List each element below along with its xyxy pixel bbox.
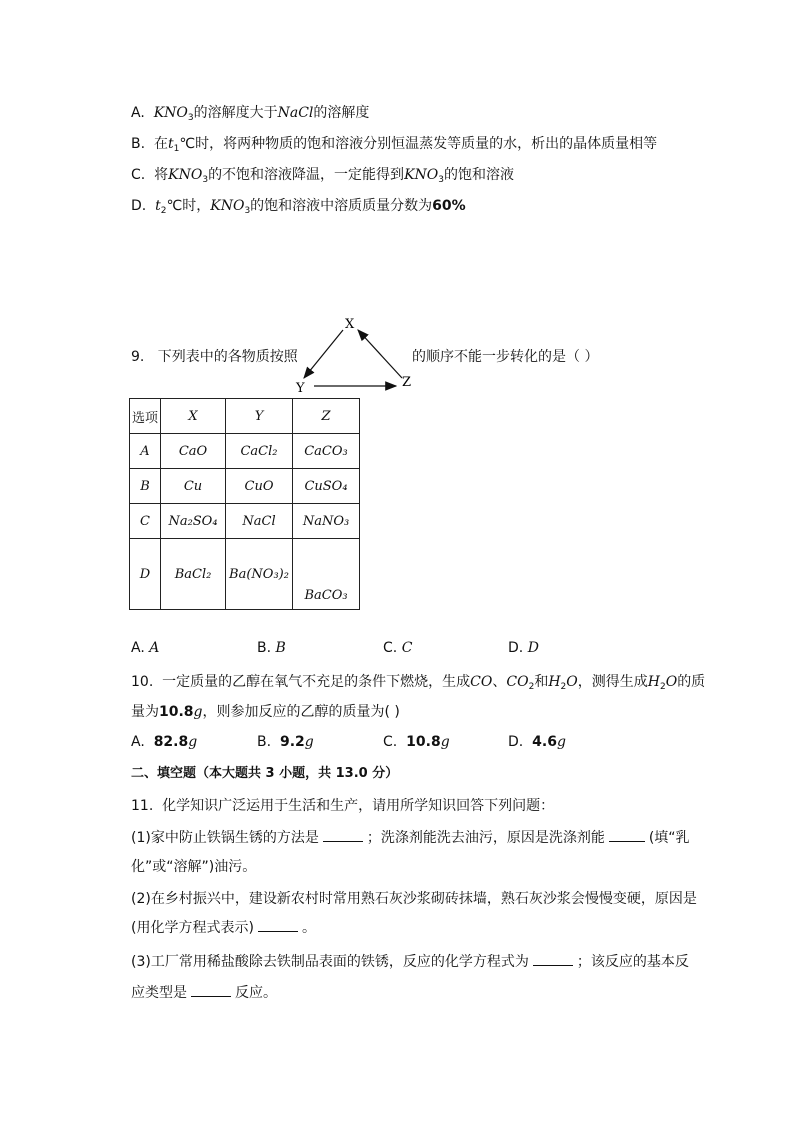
q11-stem: 11. 化学知识广泛运用于生活和生产，请用所学知识回答下列问题： (131, 798, 555, 814)
header-option: 选项 (130, 399, 161, 434)
q9-choice-a[interactable]: A. A (131, 640, 160, 656)
diagram-label-y: Y (296, 381, 305, 396)
diagram-label-z: Z (402, 375, 412, 390)
q10-choice-a[interactable]: A. 82.8g (131, 734, 198, 750)
section-title: 二、填空题（本大题共 3 小题，共 13.0 分） (131, 766, 399, 781)
table-row: C Na₂SO₄ NaCl NaNO₃ (130, 504, 360, 539)
q9-stem-end: 的顺序不能一步转化的是（ ） (412, 349, 599, 365)
answer-blank[interactable] (258, 919, 298, 932)
q8-option-d: D. $t_2℃$时，$KNO_3$的饱和溶液中溶质质量分数为60% (131, 198, 466, 216)
table-row: B Cu CuO CuSO₄ (130, 469, 360, 504)
q9-stem-start: 9. 下列表中的各物质按照 (131, 349, 298, 365)
q10-choice-b[interactable]: B. 9.2g (257, 734, 314, 750)
q8-option-a: A. $KNO_3$的溶解度大于NaCl的溶解度 (131, 105, 370, 123)
header-z: Z (293, 399, 360, 434)
q11-part1-line2: 化”或“溶解”)油污。 (131, 859, 257, 875)
q9-choice-d[interactable]: D. D (508, 640, 539, 656)
answer-blank[interactable] (533, 953, 573, 966)
q11-part2-line1: (2)在乡村振兴中，建设新农村时常用熟石灰沙浆砌砖抹墙，熟石灰沙浆会慢慢变硬，原因是 (131, 891, 697, 907)
table-row: D BaCl₂ Ba(NO₃)₂ BaCO₃ (130, 539, 360, 610)
header-x: X (161, 399, 226, 434)
q11-part2-line2: (用化学方程式表示) 。 (131, 920, 316, 936)
arrow-x-to-y (304, 330, 343, 378)
q11-part1-line1: (1)家中防止铁锅生锈的方法是 ；洗涤剂能洗去油污，原因是洗涤剂能 (填“乳 (131, 830, 690, 846)
xyz-cycle-diagram (290, 312, 420, 398)
q11-part3-line2: 应类型是 反应。 (131, 985, 277, 1001)
table-row: A CaO CaCl₂ CaCO₃ (130, 434, 360, 469)
q9-choice-c[interactable]: C. C (383, 640, 413, 656)
table-header-row (130, 399, 360, 434)
q11-part3-line1: (3)工厂常用稀盐酸除去铁制品表面的铁锈，反应的化学方程式为 ；该反应的基本反 (131, 954, 689, 970)
q9-options-table (129, 398, 360, 610)
arrow-z-to-x (358, 330, 402, 378)
q10-choice-c[interactable]: C. 10.8g (383, 734, 450, 750)
q8-option-b: B. 在$t_1℃$时，将两种物质的饱和溶液分别恒温蒸发等质量的水，析出的晶体质量相等 (131, 136, 658, 154)
q9-choice-b[interactable]: B. B (257, 640, 286, 656)
answer-blank[interactable] (191, 984, 231, 997)
answer-blank[interactable] (609, 829, 645, 842)
header-y: Y (226, 399, 293, 434)
q10-choice-d[interactable]: D. 4.6g (508, 734, 566, 750)
answer-blank[interactable] (323, 829, 363, 842)
diagram-label-x: X (345, 317, 355, 332)
q10-stem-line1: 10. 一定质量的乙醇在氧气不充足的条件下燃烧，生成CO、$CO_2$和$H_2O$，测得生成$H_2O$的质 (131, 674, 706, 692)
q10-stem-line2: 量为10.8g，则参加反应的乙醇的质量为( ) (131, 704, 400, 720)
q8-option-c: C. 将$KNO_3$的不饱和溶液降温，一定能得到$KNO_3$的饱和溶液 (131, 167, 514, 185)
